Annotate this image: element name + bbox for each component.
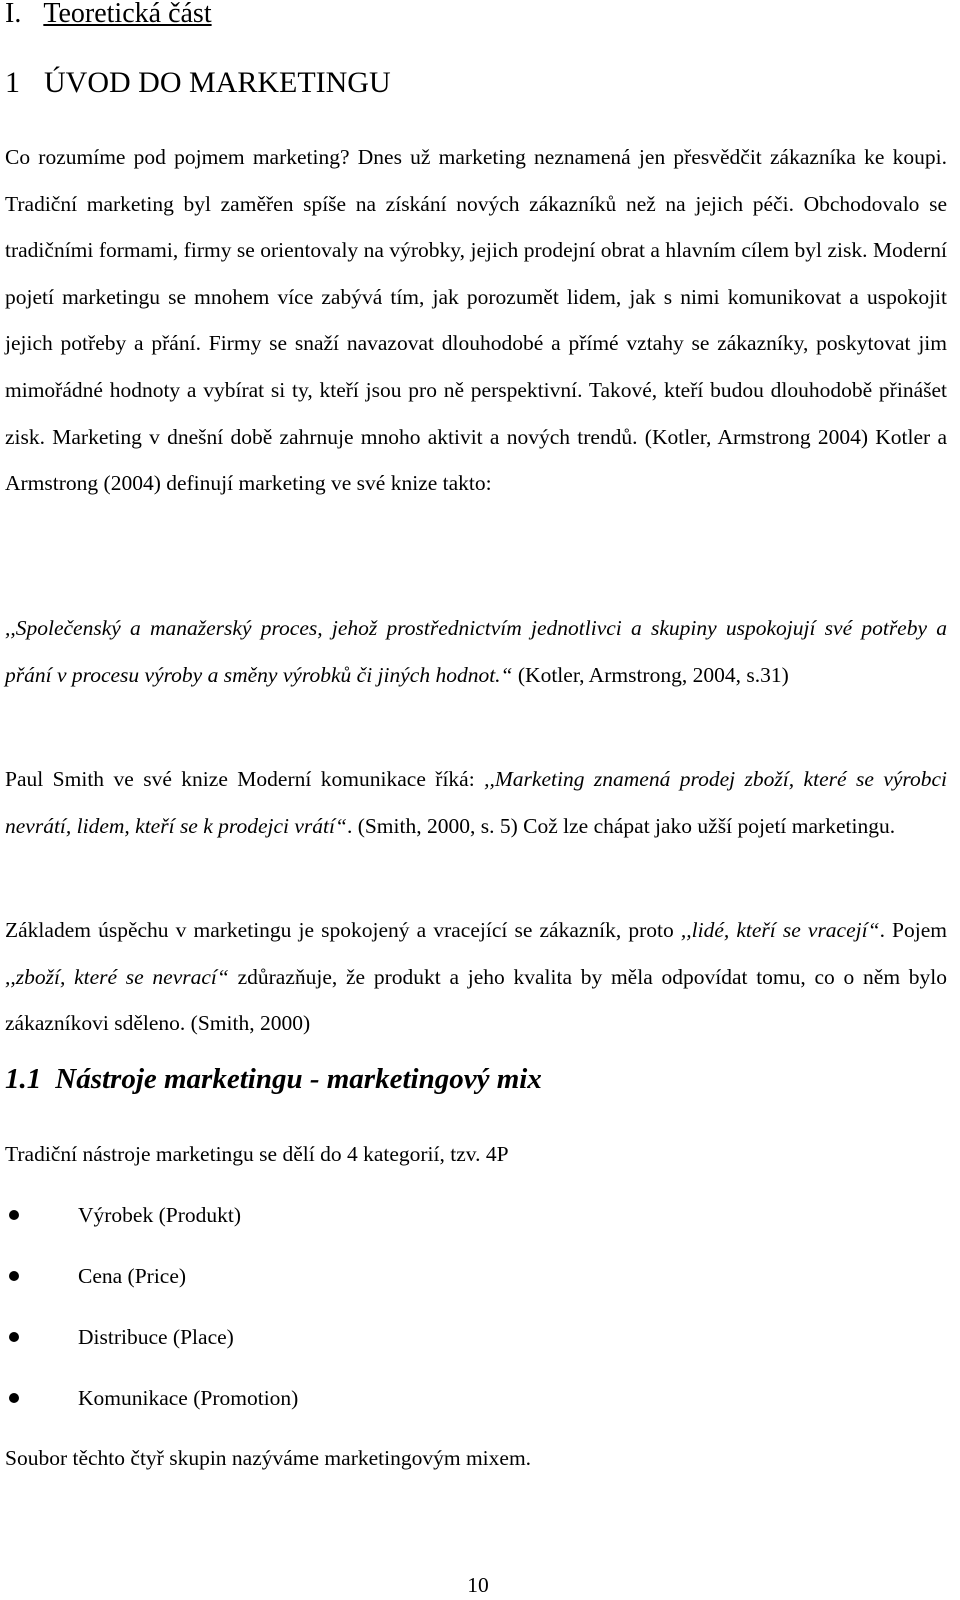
section-heading — [5, 1063, 542, 1096]
page-number: 10 — [467, 1573, 489, 1597]
list-item-label: Distribuce (Place) — [78, 1325, 234, 1349]
paragraph-success — [5, 907, 947, 1047]
list-item-label: Komunikace (Promotion) — [78, 1386, 299, 1410]
bullet-icon — [9, 1210, 19, 1220]
part-number: I. — [5, 0, 22, 29]
paragraph-smith — [5, 756, 947, 849]
paragraph-success-tail: zdůrazňuje, že produkt a jeho kvalita by měla odpovídat tomu, co o něm bylo zákazníkovi sděleno. (Smith, 2000) — [5, 964, 948, 1036]
paragraph-smith-quote: ,,Marketing znamená prodej zboží, které se výrobci nevrátí, lidem, kteří se k prodejci vrátí“ — [5, 767, 947, 838]
part-heading — [5, 0, 212, 30]
part-title: Teoretická část — [43, 0, 212, 29]
quote-citation: (Kotler, Armstrong, 2004, s.31) — [517, 662, 789, 687]
quote-text: ,,Společenský a manažerský proces, jehož prostřednictvím jednotlivci a skupiny uspokojují své potřeby a přání v procesu výroby a směny výrobků či jiných hodnot.“ — [5, 616, 947, 687]
list-item-label: Výrobek (Produkt) — [78, 1203, 242, 1227]
bullet-icon — [9, 1271, 19, 1281]
paragraph-closing: Soubor těchto čtyř skupin nazýváme marketingovým mixem. — [5, 1446, 532, 1470]
bullet-icon — [9, 1393, 19, 1403]
chapter-title: ÚVOD DO MARKETINGU — [44, 66, 391, 99]
paragraph-smith-tail: . (Smith, 2000, s. 5) Což lze chápat jako užší pojetí marketingu. — [346, 813, 896, 838]
definition-quote — [5, 605, 947, 698]
paragraph-intro: Co rozumíme pod pojmem marketing? Dnes už marketing neznamená jen přesvědčit zákazníka ke koupi. Tradiční marketing byl zaměřen spíše na získání nových zákazníků než na jejich péči. Obchodovalo se tradičními formami, firmy se orientovaly na výrobky, jejich prodejní obrat a hlavním cílem byl zisk. Moderní pojetí marketingu se mnohem více zabývá tím, jak porozumět lidem, jak s nimi komunikovat a uspokojit jejich potřeby a přání. Firmy se snaží navazovat dlouhodobé a přímé vztahy se zákazníky, poskytovat jim mimořádné hodnoty a vybírat si ty, kteří jsou pro ně perspektivní. Takové, kteří budou dlouhodobě přinášet zisk. Marketing v dnešní době zahrnuje mnoho aktivit a nových trendů. (Kotler, Armstrong 2004) Kotler a Armstrong (2004) definují marketing ve své knize takto: — [5, 145, 947, 496]
section-title: Nástroje marketingu - marketingový mix — [55, 1063, 542, 1095]
paragraph-smith-lead: Paul Smith ve své knize Moderní komunikace říká: — [5, 767, 485, 791]
paragraph-success-lead: Základem úspěchu v marketingu je spokojený a vracející se zákazník, proto — [5, 918, 681, 942]
list-item-label: Cena (Price) — [78, 1264, 187, 1288]
paragraph-success-mid: . Pojem — [879, 918, 948, 942]
paragraph-4p-intro: Tradiční nástroje marketingu se dělí do 4 kategorií, tzv. 4P — [5, 1142, 509, 1166]
chapter-heading — [5, 66, 391, 100]
chapter-number: 1 — [5, 66, 20, 99]
paragraph-success-quote2: ,,zboží, které se nevrací“ — [5, 964, 229, 989]
section-number: 1.1 — [5, 1063, 42, 1095]
paragraph-success-quote1: ,,lidé, kteří se vracejí“ — [680, 918, 880, 942]
bullet-icon — [9, 1332, 19, 1342]
